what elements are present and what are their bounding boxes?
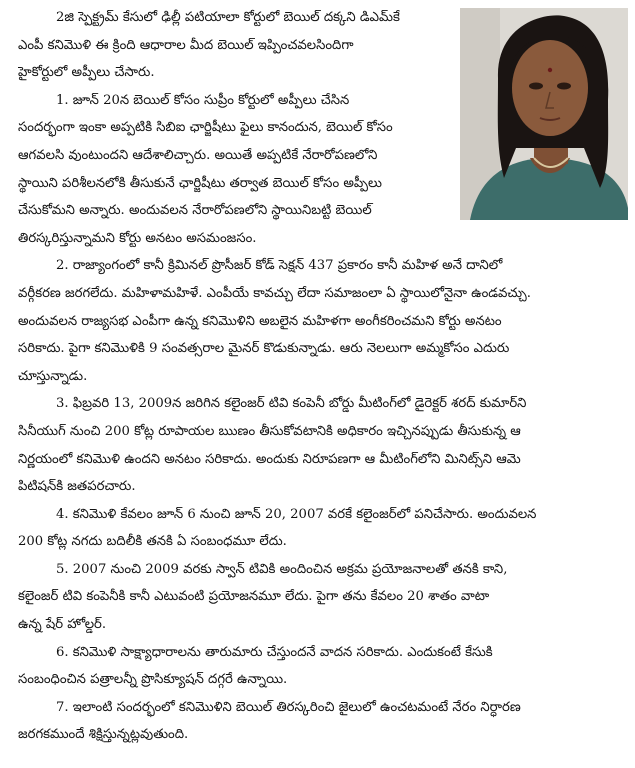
text-line: చూస్తున్నాడు. [18, 368, 88, 384]
text-line: స్థాయిని పరిశీలనలోకి తీసుకునే ఛార్జిషీటు తర్వాత బెయిల్ కోసం అప్పీలు [18, 175, 382, 191]
paragraph-point-7 [18, 694, 624, 749]
paragraph-point-6 [18, 639, 624, 694]
text-line: కలైంజర్ టివి కంపెనీకి కానీ ఎటువంటి ప్రయోజనమూ లేదు. పైగా తను కేవలం 20 శాతం వాటా [18, 589, 490, 605]
paragraph-point-4 [18, 501, 624, 556]
text-line: 200 కోట్ల నగదు బదిలీకి తనకి ఏ సంబంధమూ లేదు. [18, 534, 287, 550]
text-line: పిటిషన్‌కి జతపరచారు. [18, 479, 136, 495]
text-line: 1. జూన్ 20న బెయిల్ కోసం సుప్రీం కోర్టులో అప్పీలు చేసిన [56, 92, 350, 108]
text-line: హైకోర్టులో అప్పీలు చేసారు. [18, 65, 155, 81]
text-line: నిర్ణయంలో కనిమొళి ఉందని అనటం సరికాదు. అందుకు నిరూపణగా ఆ మీటింగ్‌లోని మినిట్స్‌ని ఆమె [18, 451, 521, 467]
text-line: 3. ఫిబ్రవరి 13, 2009న జరిగిన కలైంజర్ టివి కంపెనీ బోర్డు మీటింగ్‌లో డైరెక్టర్ శరద్ కుమార్‌ని [56, 396, 527, 412]
text-line: సందర్భంగా ఇంకా అప్పటికి సిబిఐ ఛార్జిషీటు ఫైలు కానందున, బెయిల్ కోసం [18, 120, 393, 136]
paragraph-point-3 [18, 390, 624, 500]
text-line: ఎంపీ కనిమొళి ఈ క్రింది ఆధారాల మీద బెయిల్ ఇప్పించవలసిందిగా [18, 37, 354, 53]
paragraph-intro [18, 4, 624, 87]
text-line: 4. కనిమొళి కేవలం జూన్ 6 నుంచి జూన్ 20, 2007 వరకే కలైంజర్‌లో పనిచేసారు. అందువలన [56, 506, 537, 522]
text-line: సంబంధించిన పత్రాలన్నీ ప్రొసిక్యూషన్ దగ్గరే ఉన్నాయి. [18, 672, 288, 688]
text-line: జరగకముందే శిక్షిస్తున్నట్లవుతుంది. [18, 727, 189, 743]
text-line: అందువలన రాజ్యసభ ఎంపీగా ఉన్న కనిమొళిని అబలైన మహిళగా అంగీకరించమని కోర్టు అనటం [18, 313, 502, 329]
text-line: 2జి స్పెక్ట్రమ్ కేసులో ఢిల్లీ పటియాలా కోర్టులో బెయిల్ దక్కని డిఎమ్‌కే [56, 10, 400, 25]
text-line: 2. రాజ్యాంగంలో కానీ క్రిమినల్ ప్రొసీజర్ కోడ్ సెక్షన్ 437 ప్రకారం కానీ మహిళ అనే దానిలో [56, 258, 503, 274]
text-line: 5. 2007 నుంచి 2009 వరకు స్వాన్ టివికి అందించిన అక్రమ ప్రయోజనాలతో తనకి కాని, [56, 561, 508, 577]
text-line: చేసుకోమని అన్నారు. అందువలన నేరారోపణలోని స్థాయినిబట్టి బెయిల్ [18, 203, 372, 219]
text-line: 6. కనిమొళి సాక్ష్యాధారాలను తారుమారు చేస్తుందనే వాదన సరికాదు. ఎందుకంటే కేసుకి [56, 644, 493, 660]
text-line: తిరస్కరిస్తున్నామని కోర్టు అనటం అసమంజసం. [18, 230, 257, 246]
text-line: వర్గీకరణ జరగలేదు. మహిళామహిళే. ఎంపీయే కావచ్చు లేదా సమాజంలా ఏ స్థాయిలోనైనా ఉండవచ్చు. [18, 285, 531, 301]
article-body [18, 4, 624, 749]
paragraph-point-2 [18, 252, 624, 390]
text-line: 7. ఇలాంటి సందర్భంలో కనిమొళిని బెయిల్ తిరస్కరించి జైలులో ఉంచటమంటే నేరం నిర్ధారణ [56, 699, 521, 715]
paragraph-point-5 [18, 556, 624, 639]
text-line: సరికాదు. పైగా కనిమొళికి 9 సంవత్సరాల మైనర్ కొడుకున్నాడు. ఆరు నెలలుగా అమ్మకోసం ఎదురు [18, 341, 510, 357]
text-line: సినీయుగ్ నుంచి 200 కోట్ల రూపాయల ఋణం తీసుకోవటానికి అధికారం ఇచ్చినప్పుడు తీసుకున్న ఆ [18, 423, 521, 439]
text-line: ఉన్న షేర్ హోల్డర్. [18, 617, 107, 633]
paragraph-point-1 [18, 87, 624, 253]
text-line: ఆగవలసి వుంటుందని ఆదేశాలిచ్చారు. అయితే అప్పటికే నేరారోపణలోని [18, 147, 378, 163]
